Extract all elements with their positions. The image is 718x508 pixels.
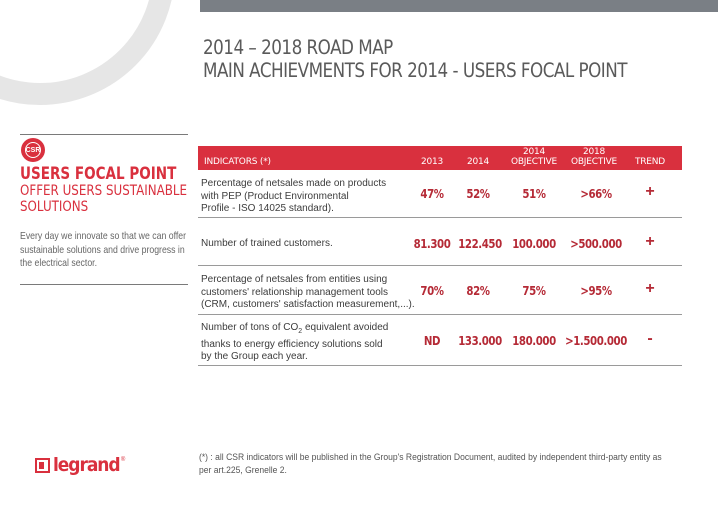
indicator-cell: Number of trained customers. xyxy=(201,238,333,249)
trend-down-icon: - xyxy=(647,330,653,347)
csr-badge-icon: CSR xyxy=(21,138,45,162)
legrand-logo: legrand ® xyxy=(35,456,125,474)
value-2018-objective: >1.500.000 xyxy=(565,334,627,348)
trend-up-icon: + xyxy=(645,233,655,250)
legrand-mark-icon xyxy=(35,458,50,473)
header-2014-objective: 2014 OBJECTIVE xyxy=(510,147,558,167)
header-2014: 2014 xyxy=(466,157,490,167)
footnote: (*) : all CSR indicators will be published in the Group's Registration Document, audited by independent third-party entity as per art.225, Grenelle 2. xyxy=(199,452,662,475)
value-2013: 81.300 xyxy=(413,237,451,251)
section-description: Every day we innovate so that we can offer sustainable solutions and drive progress in the electrical sector. xyxy=(20,230,187,269)
title-line-1: 2014 – 2018 ROAD MAP xyxy=(203,36,393,59)
indicator-cell: Percentage of netsales from entities using customers' relationship management tools (CRM, customers' satisfaction measurement,...). xyxy=(201,274,415,310)
page-title xyxy=(203,36,627,82)
trend-up-icon: + xyxy=(645,280,655,297)
value-2018-objective: >95% xyxy=(580,284,612,298)
table-header xyxy=(198,146,682,170)
section-title: USERS FOCAL POINT xyxy=(20,164,177,183)
top-bar xyxy=(200,0,718,12)
divider xyxy=(20,284,188,285)
header-indicators: INDICATORS (*) xyxy=(204,157,271,167)
indicators-table xyxy=(198,146,682,366)
table-row xyxy=(198,170,682,218)
indicator-cell: Percentage of netsales made on products with PEP (Product Environmental Profile - ISO 14025 standard). xyxy=(201,178,387,214)
header-trend: TREND xyxy=(634,157,666,167)
table-row xyxy=(198,218,682,266)
indicator-cell: Number of tons of $CO_2$ equivalent avoided thanks to energy efficiency solutions sold by the Group each year. xyxy=(201,322,389,362)
value-2014: 82% xyxy=(466,284,490,298)
value-2013: 70% xyxy=(420,284,444,298)
value-2014-objective: 75% xyxy=(522,284,546,298)
table-row xyxy=(198,315,682,366)
section-subtitle-1: OFFER USERS SUSTAINABLE xyxy=(20,183,188,199)
value-2013: ND xyxy=(423,334,441,348)
value-2014: 133.000 xyxy=(458,334,502,348)
value-2014-objective: 51% xyxy=(522,187,546,201)
value-2014-objective: 100.000 xyxy=(512,237,556,251)
header-2013: 2013 xyxy=(420,157,444,167)
value-2014: 122.450 xyxy=(458,237,502,251)
header-2018-objective: 2018 OBJECTIVE xyxy=(570,147,618,167)
value-2014: 52% xyxy=(466,187,490,201)
title-line-2: MAIN ACHIEVMENTS FOR 2014 - USERS FOCAL POINT xyxy=(203,59,628,82)
table-row xyxy=(198,266,682,315)
value-2018-objective: >66% xyxy=(580,187,612,201)
value-2013: 47% xyxy=(420,187,444,201)
section-subtitle-2: SOLUTIONS xyxy=(20,199,89,215)
trend-up-icon: + xyxy=(645,183,655,200)
value-2018-objective: >500.000 xyxy=(570,237,622,251)
sidebar-heading xyxy=(20,164,188,215)
value-2014-objective: 180.000 xyxy=(512,334,556,348)
decorative-circle xyxy=(0,0,175,105)
divider xyxy=(20,134,188,135)
